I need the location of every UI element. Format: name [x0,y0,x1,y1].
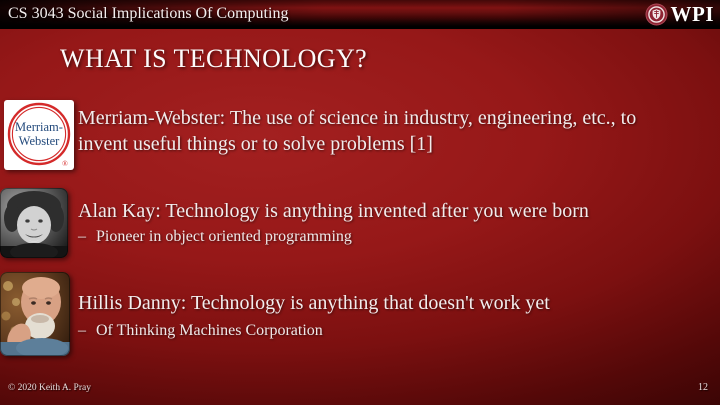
bullet-heading-danny-hillis: Hillis Danny: Technology is anything that doesn't work yet [78,292,550,314]
mw-logo-line1: Merriam- [15,120,63,134]
header-bar [0,0,720,29]
merriam-webster-seal-icon [4,100,74,170]
sub-bullet-alan-kay [78,227,638,247]
course-title: CS 3043 Social Implications Of Computing [8,5,289,22]
sub-bullet-danny-hillis [78,321,638,341]
mw-registered-mark: ® [62,159,68,168]
mw-logo-line2: Webster [18,134,60,148]
copyright: © 2020 Keith A. Pray [8,383,91,393]
page-number: 12 [698,382,708,393]
wpi-seal-icon [645,3,668,26]
danny-hillis-photo [0,272,70,356]
bullet-heading-alan-kay: Alan Kay: Technology is anything invented after you were born [78,200,589,222]
sub-bullet-dash: – [78,322,86,339]
sub-bullet-text: Of Thinking Machines Corporation [96,322,323,339]
sub-bullet-text: Pioneer in object oriented programming [96,228,352,245]
merriam-webster-logo [4,100,74,170]
alan-kay-photo [0,188,68,258]
sub-bullet-dash: – [78,228,86,245]
slide-title: WHAT IS TECHNOLOGY? [60,44,368,73]
bullet-heading-merriam-webster: Merriam-Webster: The use of science in industry, engineering, etc., to invent useful things or to solve problems [1] [78,107,637,155]
wpi-logo-text: WPI [670,2,714,26]
wpi-logo [645,2,715,26]
